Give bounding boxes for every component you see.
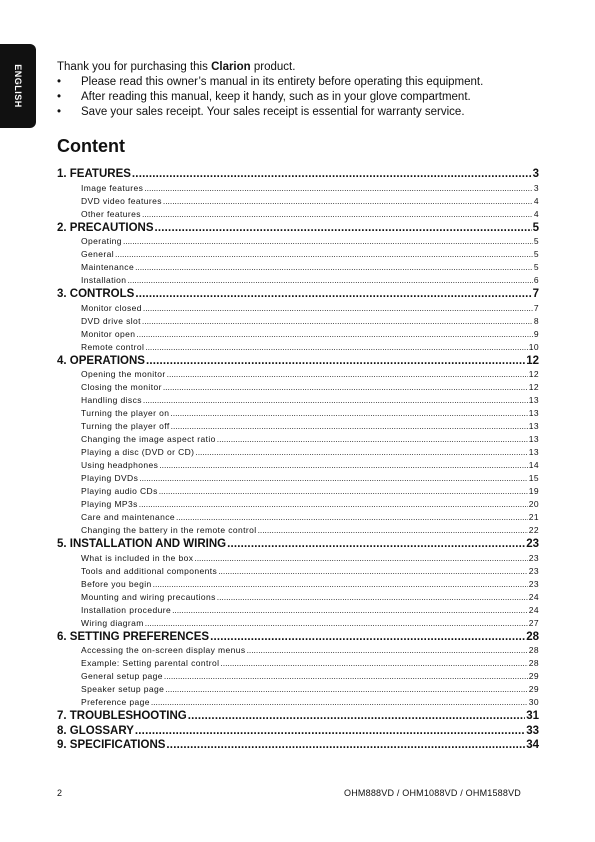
bullet-icon: • — [57, 91, 62, 103]
language-tab-label: ENGLISH — [13, 64, 23, 108]
toc-entry-page: 29 — [528, 684, 539, 694]
toc-entry-page: 23 — [528, 552, 539, 563]
toc-entry-title: Turning the player on — [81, 408, 170, 418]
bullet-icon: • — [57, 106, 62, 118]
toc-entry — [57, 261, 539, 274]
dot-leader — [127, 274, 532, 287]
dot-leader — [217, 433, 528, 446]
toc-section — [57, 167, 539, 182]
toc-entry-page: 21 — [528, 512, 539, 522]
toc-entry — [57, 657, 539, 670]
toc-entry-title: Playing audio CDs — [81, 486, 158, 496]
toc-entry-title: Other features — [81, 208, 141, 219]
toc-entry-page: 13 — [528, 395, 539, 405]
toc-entry-title: Changing the battery in the remote control — [81, 525, 257, 535]
toc-entry-title: DVD video features — [81, 195, 162, 206]
toc-entry — [57, 472, 539, 485]
toc-entry — [57, 341, 539, 354]
toc-entry-title: DVD drive slot — [81, 315, 141, 326]
toc-section — [57, 724, 539, 739]
dot-leader — [143, 394, 528, 407]
toc-entry-title: Opening the monitor — [81, 369, 166, 379]
dot-leader — [227, 537, 525, 552]
toc-entry — [57, 368, 539, 381]
toc-section — [57, 354, 539, 369]
toc-entry — [57, 565, 539, 578]
toc-section-page: 28 — [526, 630, 539, 643]
dot-leader — [142, 208, 533, 221]
toc-section — [57, 630, 539, 645]
page-number: 2 — [57, 788, 63, 798]
dot-leader — [218, 565, 528, 578]
toc-section-title: 4. OPERATIONS — [57, 354, 145, 367]
toc-section — [57, 221, 539, 236]
intro-bullet — [57, 105, 537, 120]
toc-entry-page: 5 — [533, 236, 539, 246]
toc-entry — [57, 578, 539, 591]
toc-entry-page: 5 — [533, 249, 539, 259]
dot-leader — [172, 604, 528, 617]
toc-entry-title: Accessing the on-screen display menus — [81, 645, 246, 655]
toc-entry-page: 13 — [528, 434, 539, 444]
dot-leader — [171, 420, 528, 433]
dot-leader — [123, 235, 533, 248]
intro-section — [57, 60, 537, 120]
toc-entry-title: Before you begin — [81, 578, 152, 589]
dot-leader — [247, 644, 528, 657]
toc-entry — [57, 498, 539, 511]
intro-bullet — [57, 90, 537, 105]
toc-entry-page: 20 — [528, 499, 539, 509]
toc-section — [57, 537, 539, 552]
intro-bullet — [57, 75, 537, 90]
dot-leader — [176, 511, 528, 524]
toc-entry-page: 19 — [528, 486, 539, 496]
bullet-text: Please read this owner’s manual in its entirety before operating this equipment. — [81, 76, 484, 88]
bullet-icon: • — [57, 76, 62, 88]
dot-leader — [139, 472, 527, 485]
toc-entry-title: Playing a disc (DVD or CD) — [81, 447, 195, 457]
dot-leader — [144, 182, 533, 195]
toc-entry-page: 23 — [528, 578, 539, 589]
toc-entry — [57, 328, 539, 341]
toc-entry-page: 30 — [528, 697, 539, 707]
toc-entry — [57, 195, 539, 208]
toc-entry-title: Remote control — [81, 341, 145, 352]
dot-leader — [135, 261, 533, 274]
toc-entry-page: 4 — [533, 195, 539, 206]
toc-entry — [57, 644, 539, 657]
brand-name: Clarion — [211, 61, 251, 73]
dot-leader — [115, 248, 533, 261]
toc-entry-title: Monitor open — [81, 328, 136, 339]
toc-section-title: 5. INSTALLATION AND WIRING — [57, 538, 227, 550]
bullet-text: After reading this manual, keep it handy, such as in your glove compartment. — [81, 91, 471, 103]
toc-section-page: 31 — [526, 710, 539, 722]
toc-entry-page: 14 — [528, 460, 539, 470]
toc-entry-page: 9 — [533, 328, 539, 339]
dot-leader — [146, 354, 525, 369]
toc-section-page: 12 — [526, 354, 539, 367]
toc-entry — [57, 208, 539, 221]
toc-entry-page: 13 — [528, 421, 539, 431]
toc-entry-page: 24 — [528, 604, 539, 615]
toc-entry — [57, 394, 539, 407]
toc-entry — [57, 407, 539, 420]
toc-entry — [57, 433, 539, 446]
dot-leader — [210, 630, 525, 645]
thanks-prefix: Thank you for purchasing this — [57, 61, 212, 73]
toc-entry-title: Closing the monitor — [81, 382, 162, 392]
toc-entry — [57, 670, 539, 683]
toc-entry — [57, 511, 539, 524]
toc-section — [57, 287, 539, 302]
toc-entry-page: 12 — [528, 369, 539, 379]
bullet-text: Save your sales receipt. Your sales receipt is essential for warranty service. — [81, 106, 465, 118]
dot-leader — [188, 709, 526, 724]
toc-entry — [57, 696, 539, 709]
toc-entry — [57, 315, 539, 328]
toc-section-page: 5 — [532, 221, 539, 234]
dot-leader — [166, 738, 525, 753]
toc-entry-page: 12 — [528, 382, 539, 392]
toc-entry-title: Operating — [81, 236, 122, 246]
toc-entry — [57, 235, 539, 248]
toc-entry-page: 22 — [528, 525, 539, 535]
thanks-line — [57, 60, 537, 75]
toc-section-title: 3. CONTROLS — [57, 288, 135, 300]
dot-leader — [159, 459, 527, 472]
dot-leader — [164, 670, 528, 683]
dot-leader — [136, 328, 532, 341]
dot-leader — [155, 221, 532, 236]
dot-leader — [132, 167, 532, 182]
toc-entry-title: Maintenance — [81, 262, 135, 272]
toc-entry-title: Installation procedure — [81, 604, 172, 615]
toc-entry-title: Example: Setting parental control — [81, 658, 220, 668]
toc-entry — [57, 552, 539, 565]
toc-entry-title: Using headphones — [81, 460, 159, 470]
toc-entry-title: What is included in the box — [81, 552, 194, 563]
dot-leader — [143, 302, 533, 315]
toc-section-page: 23 — [526, 538, 539, 550]
toc-entry-page: 23 — [528, 565, 539, 576]
dot-leader — [217, 591, 528, 604]
toc-entry-page: 13 — [528, 447, 539, 457]
toc-entry-title: General — [81, 249, 115, 259]
dot-leader — [165, 683, 527, 696]
intro-bullet-list — [57, 75, 537, 120]
toc-section-title: 8. GLOSSARY — [57, 724, 134, 737]
dot-leader — [258, 524, 528, 537]
toc-entry-title: Playing MP3s — [81, 499, 138, 509]
toc-entry — [57, 459, 539, 472]
toc-entry-page: 27 — [528, 617, 539, 628]
dot-leader — [159, 485, 528, 498]
dot-leader — [170, 407, 527, 420]
toc-entry-page: 10 — [528, 341, 539, 352]
dot-leader — [195, 446, 527, 459]
toc-entry — [57, 446, 539, 459]
toc-section-title: 1. FEATURES — [57, 168, 131, 180]
dot-leader — [163, 195, 533, 208]
dot-leader — [142, 315, 533, 328]
toc-section — [57, 738, 539, 753]
toc-entry-page: 5 — [533, 262, 539, 272]
toc-entry — [57, 591, 539, 604]
toc-entry-title: Image features — [81, 182, 144, 193]
toc-entry-page: 8 — [533, 315, 539, 326]
toc-entry-page: 28 — [528, 658, 539, 668]
toc-entry — [57, 485, 539, 498]
toc-entry-title: General setup page — [81, 671, 163, 681]
dot-leader — [145, 617, 528, 630]
toc-section-page: 33 — [526, 724, 539, 737]
toc-entry-page: 3 — [533, 182, 539, 193]
table-of-contents — [57, 167, 539, 753]
toc-entry-page: 24 — [528, 591, 539, 602]
dot-leader — [139, 498, 528, 511]
dot-leader — [167, 368, 528, 381]
toc-entry-title: Tools and additional components — [81, 565, 218, 576]
toc-entry-page: 15 — [528, 473, 539, 483]
toc-entry — [57, 274, 539, 287]
dot-leader — [153, 578, 528, 591]
toc-entry-page: 28 — [528, 645, 539, 655]
toc-entry — [57, 604, 539, 617]
toc-entry-page: 7 — [533, 302, 539, 313]
toc-entry — [57, 381, 539, 394]
toc-section-title: 2. PRECAUTIONS — [57, 221, 154, 234]
toc-entry-title: Speaker setup page — [81, 684, 165, 694]
toc-entry-page: 29 — [528, 671, 539, 681]
toc-entry — [57, 617, 539, 630]
toc-entry-title: Turning the player off — [81, 421, 170, 431]
toc-section — [57, 709, 539, 724]
model-numbers: OHM888VD / OHM1088VD / OHM1588VD — [344, 788, 521, 798]
toc-entry — [57, 182, 539, 195]
toc-entry-title: Care and maintenance — [81, 512, 176, 522]
toc-entry — [57, 683, 539, 696]
toc-entry — [57, 302, 539, 315]
toc-entry-page: 6 — [533, 275, 539, 285]
toc-section-page: 7 — [532, 288, 539, 300]
toc-section-page: 34 — [526, 739, 539, 751]
dot-leader — [163, 381, 528, 394]
dot-leader — [220, 657, 527, 670]
toc-section-title: 7. TROUBLESHOOTING — [57, 710, 187, 722]
toc-entry-title: Monitor closed — [81, 302, 142, 313]
toc-entry-title: Installation — [81, 275, 127, 285]
toc-entry-title: Wiring diagram — [81, 617, 144, 628]
language-side-tab — [0, 44, 36, 128]
toc-entry-title: Mounting and wiring precautions — [81, 591, 216, 602]
toc-section-title: 9. SPECIFICATIONS — [57, 739, 166, 751]
dot-leader — [151, 696, 528, 709]
toc-entry-title: Preference page — [81, 697, 150, 707]
toc-entry-title: Changing the image aspect ratio — [81, 434, 216, 444]
thanks-suffix: product. — [250, 61, 296, 73]
dot-leader — [145, 341, 527, 354]
toc-section-title: 6. SETTING PREFERENCES — [57, 630, 210, 643]
toc-entry-title: Playing DVDs — [81, 473, 139, 483]
toc-entry — [57, 524, 539, 537]
dot-leader — [194, 552, 527, 565]
toc-entry-title: Handling discs — [81, 395, 142, 405]
toc-section-page: 3 — [532, 168, 539, 180]
toc-entry-page: 13 — [528, 408, 539, 418]
dot-leader — [135, 287, 531, 302]
page-title: Content — [57, 136, 125, 156]
toc-entry — [57, 248, 539, 261]
toc-entry — [57, 420, 539, 433]
toc-entry-page: 4 — [533, 208, 539, 219]
dot-leader — [135, 724, 525, 739]
